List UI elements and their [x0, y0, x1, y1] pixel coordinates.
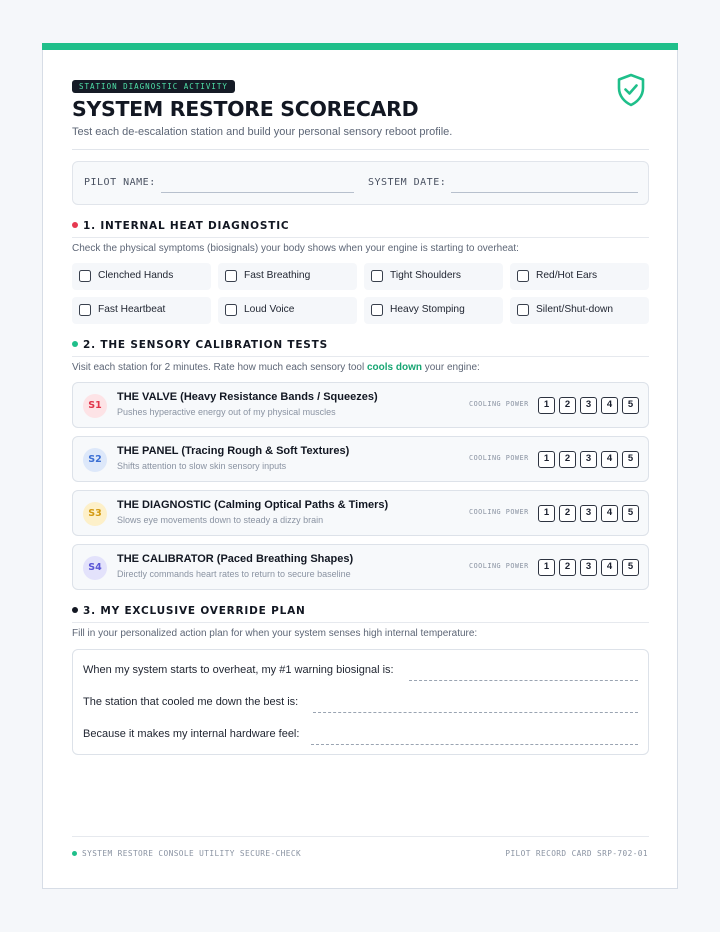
rating-option-1[interactable]: 1 [538, 559, 555, 576]
biosignal-option[interactable] [72, 297, 211, 324]
activity-tag: STATION DIAGNOSTIC ACTIVITY [72, 80, 235, 93]
system-date-label: SYSTEM DATE: [368, 177, 447, 188]
station-badge: S4 [83, 556, 107, 580]
checkbox[interactable] [371, 270, 383, 282]
cooling-power-label: COOLING POWER [469, 454, 529, 462]
section-2-intro [72, 362, 480, 373]
checkbox[interactable] [517, 270, 529, 282]
section-2-intro-emphasis: cools down [366, 362, 422, 373]
section-3-intro: Fill in your personalized action plan for when your system senses high internal temperature: [72, 628, 478, 639]
station-card [72, 382, 649, 428]
checkbox-label: Red/Hot Ears [536, 270, 598, 281]
rating-option-5[interactable]: 5 [622, 559, 639, 576]
checkbox[interactable] [517, 304, 529, 316]
checkbox-label: Loud Voice [244, 304, 295, 315]
page-subtitle: Test each de-escalation station and build your personal sensory reboot profile. [72, 126, 453, 138]
rating-option-3[interactable]: 3 [580, 505, 597, 522]
rating-option-2[interactable]: 2 [559, 505, 576, 522]
section-1-title: 1. INTERNAL HEAT DIAGNOSTIC [83, 220, 290, 232]
page-title: SYSTEM RESTORE SCORECARD [72, 97, 419, 121]
checkbox-label: Silent/Shut-down [536, 304, 614, 315]
cooling-power-label: COOLING POWER [469, 400, 529, 408]
rating-option-1[interactable]: 1 [538, 397, 555, 414]
rating-option-5[interactable]: 5 [622, 397, 639, 414]
biosignal-option[interactable] [510, 297, 649, 324]
section-3-dot [72, 607, 78, 613]
station-description: Shifts attention to slow skin sensory inputs [117, 461, 287, 471]
shield-check-icon [616, 73, 646, 107]
cooling-power-label: COOLING POWER [469, 562, 529, 570]
section-1-intro: Check the physical symptoms (biosignals) your body shows when your engine is starting to overheat: [72, 243, 519, 254]
section-2-intro-text: Visit each station for 2 minutes. Rate how much each sensory tool [72, 362, 367, 373]
pilot-info-box [72, 161, 649, 205]
station-badge: S3 [83, 502, 107, 526]
checkbox-label: Clenched Hands [98, 270, 174, 281]
plan-answer-2[interactable] [313, 712, 638, 713]
scorecard-page [42, 43, 678, 889]
override-plan-box [72, 649, 649, 755]
station-badge: S2 [83, 448, 107, 472]
header-divider [72, 149, 649, 150]
rating-option-5[interactable]: 5 [622, 451, 639, 468]
section-1-heading [72, 220, 289, 232]
rating-option-2[interactable]: 2 [559, 451, 576, 468]
rating-option-3[interactable]: 3 [580, 397, 597, 414]
section-2-heading [72, 339, 328, 351]
station-description: Directly commands heart rates to return to secure baseline [117, 569, 351, 579]
station-card [72, 490, 649, 536]
biosignal-option[interactable] [72, 263, 211, 290]
station-description: Pushes hyperactive energy out of my physical muscles [117, 407, 336, 417]
biosignal-option[interactable] [218, 263, 357, 290]
footer-right: PILOT RECORD CARD SRP-702-01 [505, 849, 648, 858]
rating-option-4[interactable]: 4 [601, 559, 618, 576]
section-1-dot [72, 222, 78, 228]
plan-prompt-3: Because it makes my internal hardware feel: [83, 728, 300, 740]
station-badge: S1 [83, 394, 107, 418]
footer-left-text: SYSTEM RESTORE CONSOLE UTILITY SECURE-CHECK [82, 849, 302, 858]
checkbox[interactable] [79, 304, 91, 316]
footer-left [72, 849, 301, 858]
biosignal-option[interactable] [364, 297, 503, 324]
section-2-divider [72, 356, 649, 357]
footer-divider [72, 836, 649, 837]
cooling-power-label: COOLING POWER [469, 508, 529, 516]
station-description: Slows eye movements down to steady a dizzy brain [117, 515, 324, 525]
checkbox[interactable] [225, 270, 237, 282]
station-title: THE VALVE (Heavy Resistance Bands / Squeezes) [117, 391, 378, 403]
station-card [72, 544, 649, 590]
rating-option-5[interactable]: 5 [622, 505, 639, 522]
station-card [72, 436, 649, 482]
plan-answer-1[interactable] [409, 680, 638, 681]
checkbox-label: Heavy Stomping [390, 304, 465, 315]
section-2-dot [72, 341, 78, 347]
footer-dot [72, 851, 77, 856]
rating-option-4[interactable]: 4 [601, 451, 618, 468]
rating-option-1[interactable]: 1 [538, 505, 555, 522]
plan-answer-3[interactable] [311, 744, 638, 745]
section-3-title: 3. MY EXCLUSIVE OVERRIDE PLAN [83, 605, 306, 617]
rating-option-3[interactable]: 3 [580, 559, 597, 576]
station-title: THE CALIBRATOR (Paced Breathing Shapes) [117, 553, 354, 565]
rating-option-2[interactable]: 2 [559, 559, 576, 576]
rating-option-1[interactable]: 1 [538, 451, 555, 468]
station-title: THE DIAGNOSTIC (Calming Optical Paths & Timers) [117, 499, 389, 511]
rating-option-4[interactable]: 4 [601, 505, 618, 522]
section-3-heading [72, 605, 306, 617]
biosignal-option[interactable] [218, 297, 357, 324]
checkbox-label: Fast Breathing [244, 270, 311, 281]
section-2-title: 2. THE SENSORY CALIBRATION TESTS [83, 339, 328, 351]
checkbox-label: Fast Heartbeat [98, 304, 166, 315]
section-3-divider [72, 622, 649, 623]
pilot-name-field[interactable] [161, 192, 354, 193]
pilot-name-label: PILOT NAME: [84, 177, 156, 188]
rating-option-3[interactable]: 3 [580, 451, 597, 468]
biosignal-option[interactable] [510, 263, 649, 290]
checkbox[interactable] [79, 270, 91, 282]
section-1-divider [72, 237, 649, 238]
section-2-intro-end: your engine: [421, 362, 480, 373]
plan-prompt-1: When my system starts to overheat, my #1 warning biosignal is: [83, 664, 394, 676]
checkbox-label: Tight Shoulders [390, 270, 461, 281]
accent-bar [42, 43, 678, 50]
checkbox[interactable] [371, 304, 383, 316]
system-date-field[interactable] [451, 192, 638, 193]
rating-option-2[interactable]: 2 [559, 397, 576, 414]
rating-option-4[interactable]: 4 [601, 397, 618, 414]
checkbox[interactable] [225, 304, 237, 316]
biosignal-option[interactable] [364, 263, 503, 290]
plan-prompt-2: The station that cooled me down the best is: [83, 696, 299, 708]
station-title: THE PANEL (Tracing Rough & Soft Textures) [117, 445, 350, 457]
